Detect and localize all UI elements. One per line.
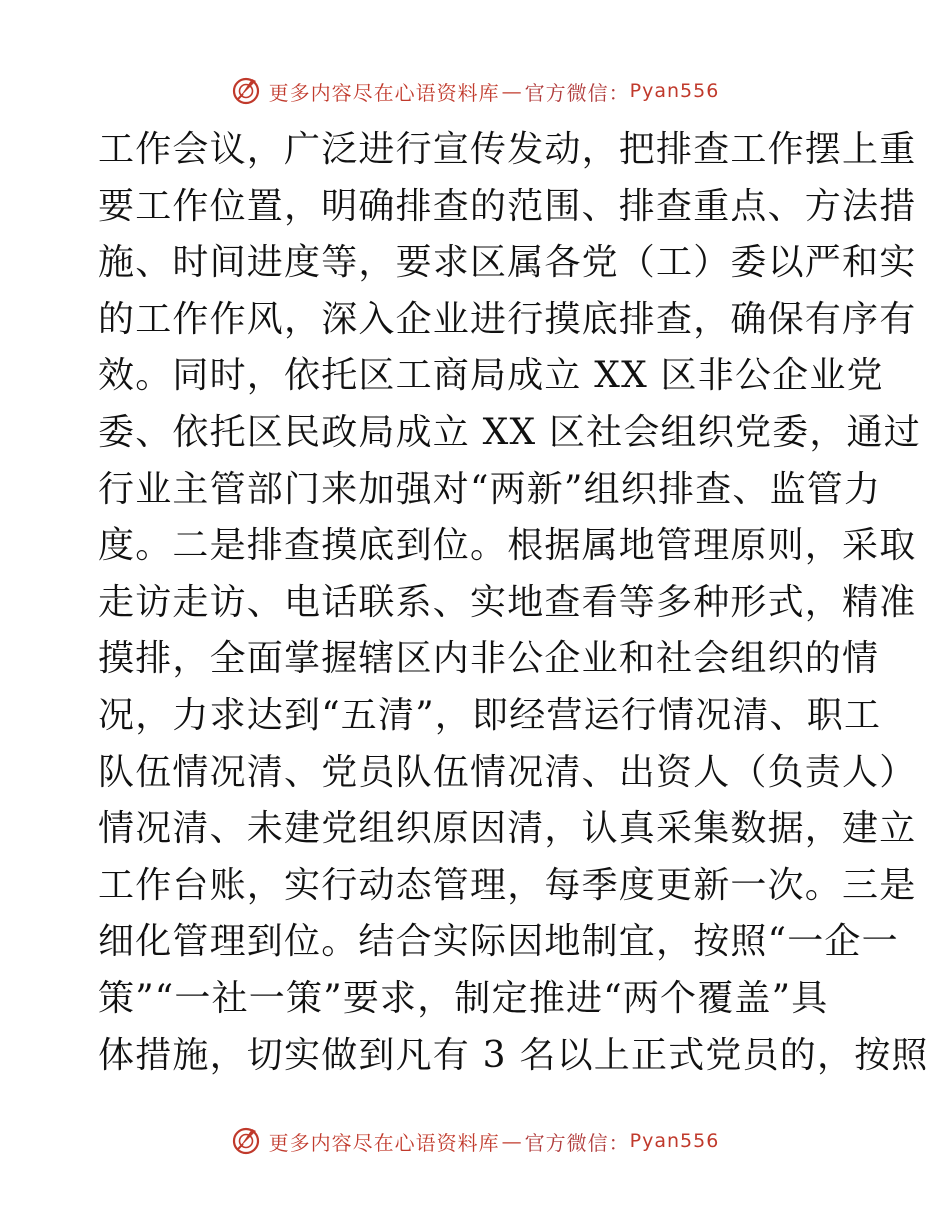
text-line: 行业主管部门来加强对“两新”组织排查、监管力 [98, 468, 882, 510]
text-line: 工作会议，广泛进行宣传发动，把排查工作摆上重 [98, 129, 917, 170]
document-body [98, 122, 929, 1084]
watermark-label: 官方微信： [524, 80, 630, 105]
text-line: 工作台账，实行动态管理，每季度更新一次。三是 [98, 864, 917, 906]
header-watermark [0, 76, 950, 106]
text-line: 策”“一社一策”要求，制定推进“两个覆盖”具 [98, 977, 829, 1019]
watermark-dash: — [501, 1129, 523, 1153]
watermark-brand: 更多内容尽在心语资料库 [268, 80, 500, 105]
text-line: 效。同时，依托区工商局成立 XX 区非公企业党 [98, 355, 884, 397]
text-line: 度。二是排查摸底到位。根据属地管理原则，采取 [98, 525, 917, 567]
text-line: 况，力求达到“五清”，即经营运行情况清、职工 [98, 694, 882, 736]
text-line: 队伍情况清、党员队伍情况清、出资人（负责人） [98, 751, 917, 793]
watermark-dash: — [501, 79, 523, 103]
text-line: 要工作位置，明确排查的范围、排查重点、方法措 [98, 185, 917, 227]
footer-watermark [0, 1126, 950, 1156]
text-line: 体措施，切实做到凡有 3 名以上正式党员的，按照 [98, 1034, 929, 1076]
watermark-brand: 更多内容尽在心语资料库 [268, 1130, 500, 1155]
text-line: 委、依托区民政局成立 XX 区社会组织党委，通过 [98, 411, 921, 453]
text-line: 施、时间进度等，要求区属各党（工）委以严和实 [98, 242, 917, 284]
text-line: 情况清、未建党组织原因清，认真采集数据，建立 [98, 808, 917, 850]
text-line: 走访走访、电话联系、实地查看等多种形式，精准 [98, 581, 917, 623]
watermark-wechat-id: Pyan556 [629, 80, 720, 102]
text-line: 细化管理到位。结合实际因地制宜，按照“一企一 [98, 921, 899, 963]
watermark-wechat-id: Pyan556 [629, 1130, 720, 1152]
text-line: 摸排，全面掌握辖区内非公企业和社会组织的情 [98, 638, 880, 680]
quill-logo-icon [231, 1126, 261, 1156]
quill-logo-icon [231, 76, 261, 106]
watermark-label: 官方微信： [524, 1130, 630, 1155]
text-line: 的工作作风，深入企业进行摸底排查，确保有序有 [98, 298, 917, 340]
